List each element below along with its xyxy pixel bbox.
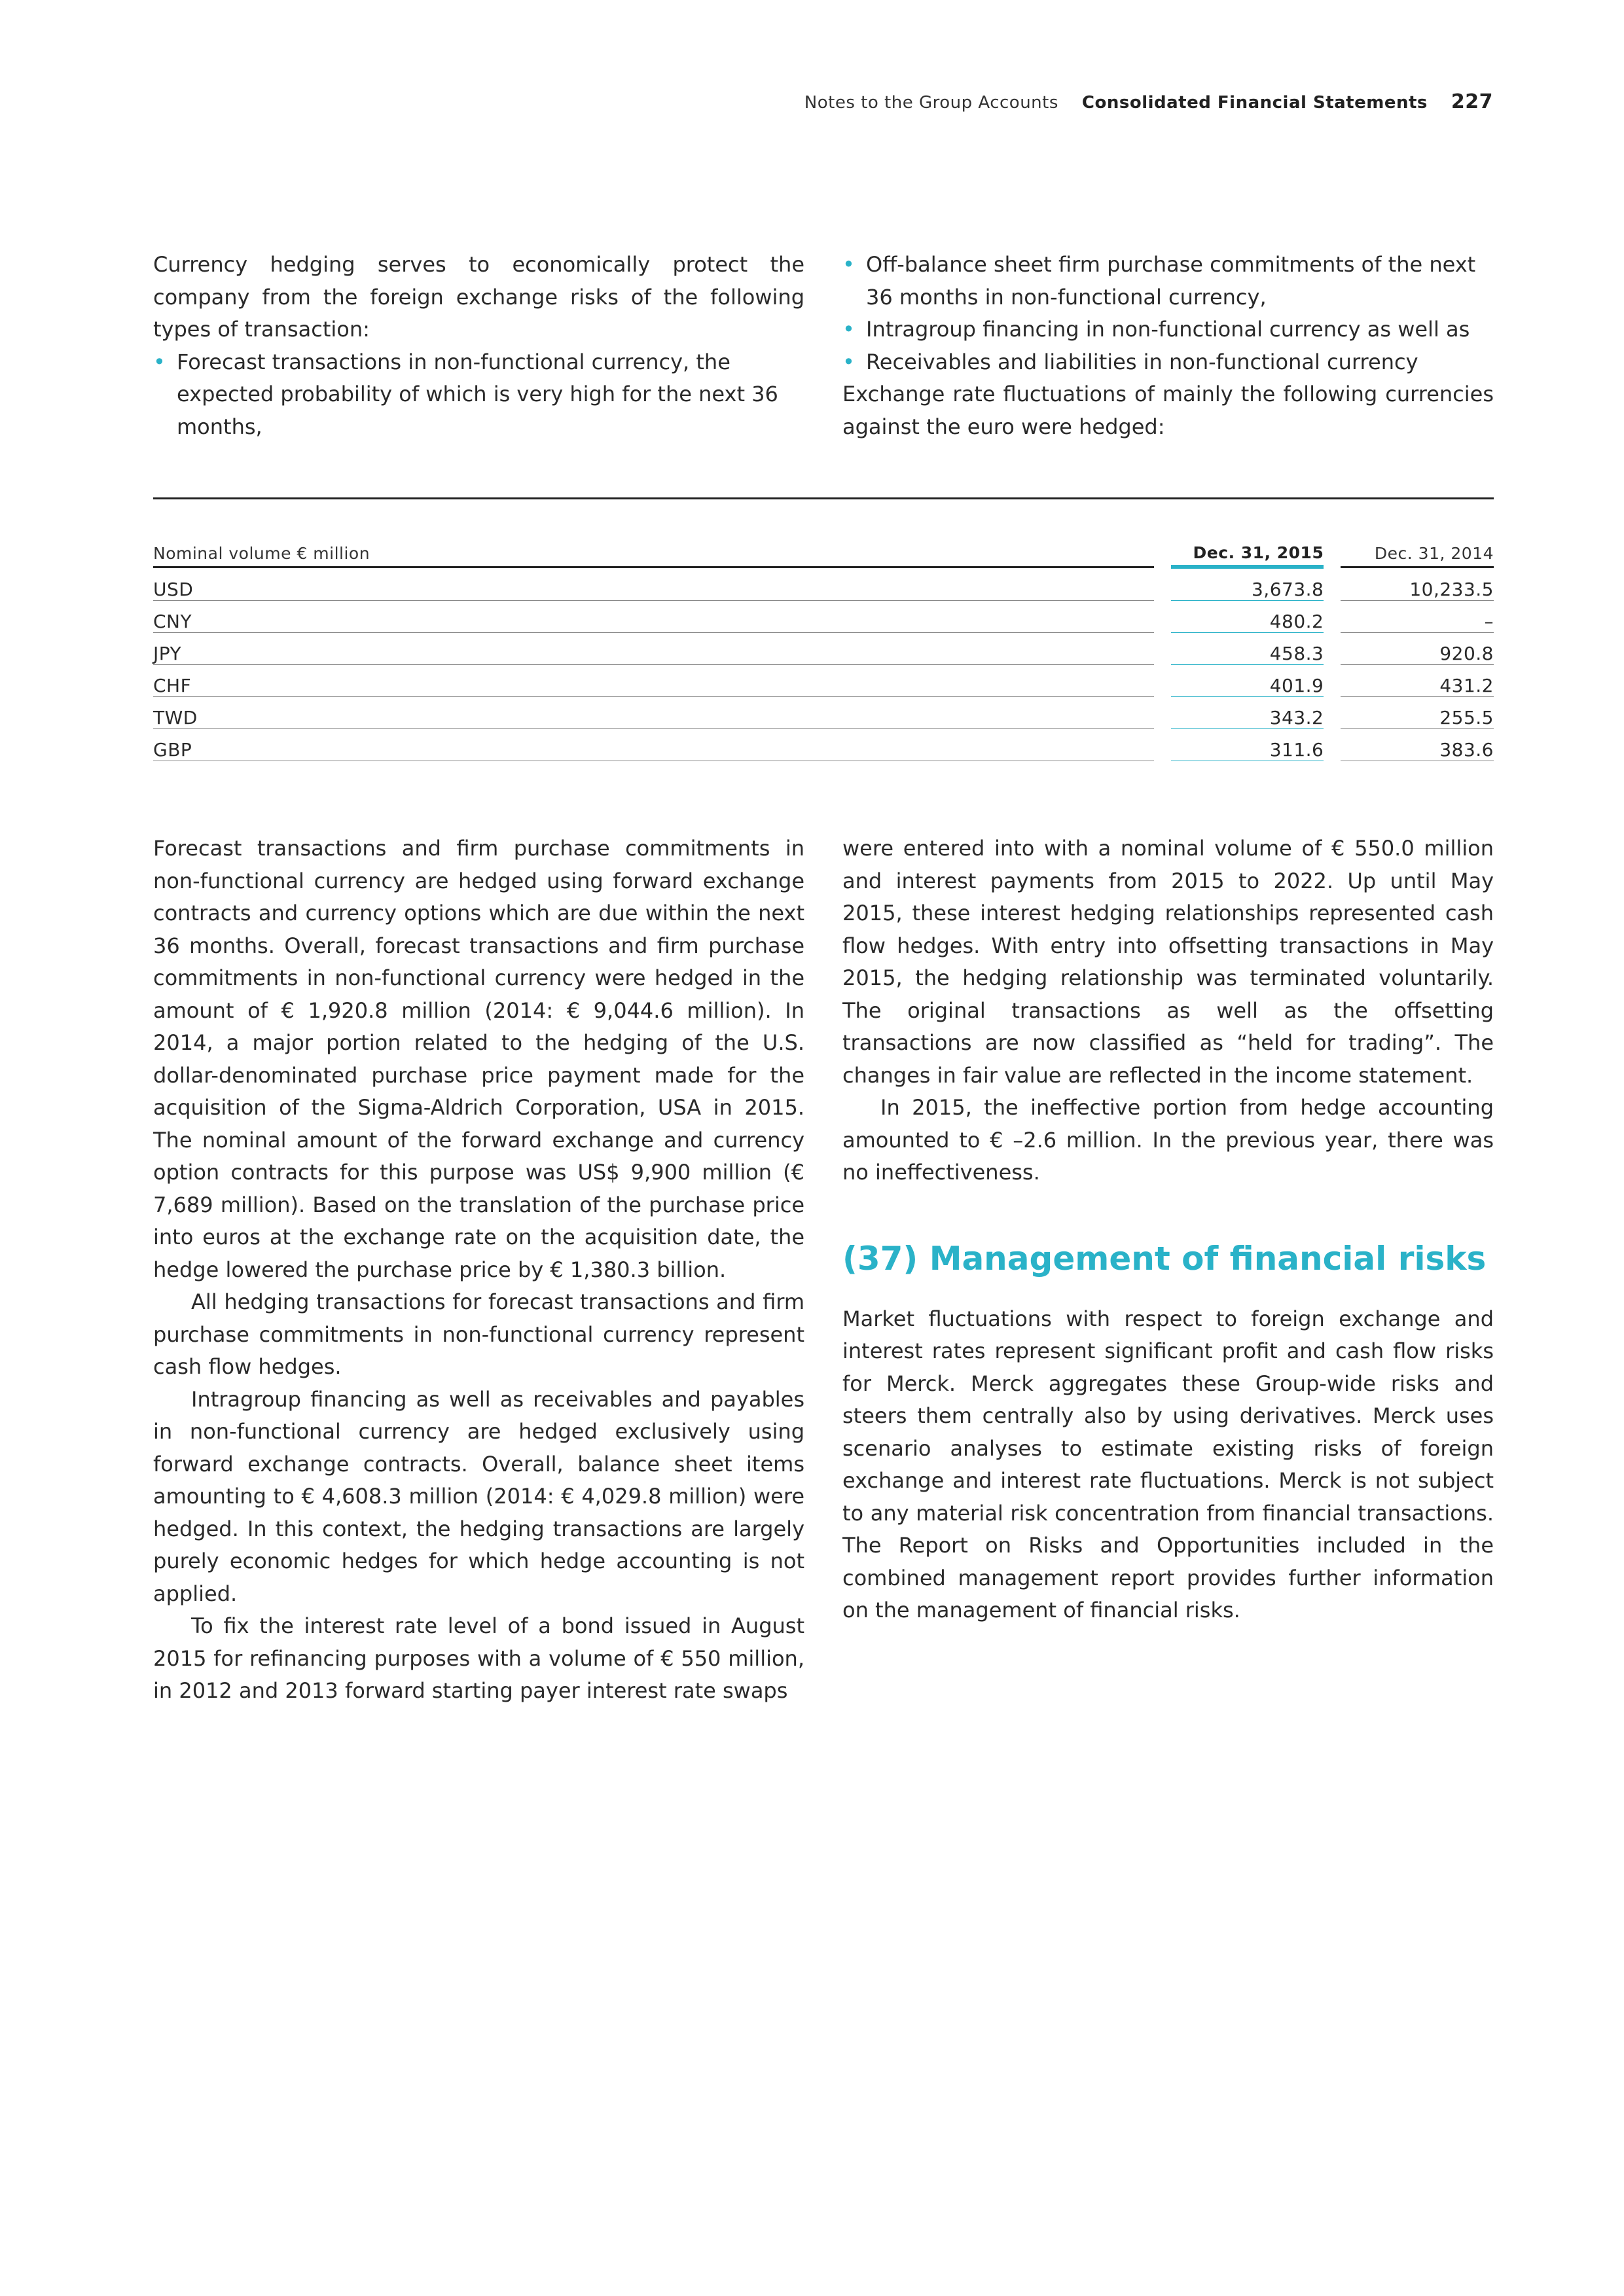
column-gap	[1324, 697, 1341, 729]
value-2015-cell: 401.9	[1171, 665, 1324, 697]
value-2015-cell: 458.3	[1171, 633, 1324, 665]
body-paragraph: were entered into with a nominal volume of € 550.0 million and interest payments from 2015 to 2022. Up until May 2015, these interest hedging relationships represented cash flow hedges. With entry into offsetting transactions in May 2015, the hedging relationship was terminated voluntarily. The original transactions as well as the offsetting transactions are now classified as “held for trading”. The changes in fair value are reflected in the income statement.	[842, 836, 1494, 1088]
value-2015-cell: 311.6	[1171, 729, 1324, 761]
column-gap	[1154, 697, 1171, 729]
table-header-row	[153, 543, 1494, 567]
value-2015-cell: 480.2	[1171, 601, 1324, 633]
section-paragraph: Market fluctuations with respect to foreign exchange and interest rates represent significant profit and cash flow risks for Merck. Merck aggregates these Group-wide risks and steers them centrally also by using derivatives. Merck uses scenario analyses to estimate existing risks of foreign exchange and interest rate fluctuations. Merck is not subject to any material risk concentration from financial transactions. The Report on Risks and Opportunities included in the combined management report provides further information on the management of financial risks.	[842, 1306, 1494, 1623]
bullet-item: • Receivables and liabilities in non-functional currency	[842, 346, 1494, 379]
table-row	[153, 697, 1494, 729]
intro-left-column	[153, 249, 804, 443]
value-2015-cell: 3,673.8	[1171, 567, 1324, 601]
column-gap	[1324, 567, 1341, 601]
intro-paragraph: Currency hedging serves to economically protect the company from the foreign exchange risks of the following types of transaction:	[153, 252, 804, 342]
header-section-title: Consolidated Financial Statements	[1081, 93, 1428, 113]
currency-cell: JPY	[153, 633, 1154, 665]
value-2015-cell: 343.2	[1171, 697, 1324, 729]
column-gap	[1154, 601, 1171, 633]
table-row	[153, 567, 1494, 601]
column-gap	[1154, 633, 1171, 665]
value-2014-cell: 383.6	[1341, 729, 1494, 761]
table-row	[153, 729, 1494, 761]
value-2014-cell: 431.2	[1341, 665, 1494, 697]
body-paragraph: All hedging transactions for forecast transactions and firm purchase commitments in non-functional currency represent cash flow hedges.	[153, 1289, 804, 1379]
intro-left-bullets	[153, 346, 804, 444]
page-number: 227	[1451, 90, 1493, 113]
body-paragraph: Forecast transactions and firm purchase commitments in non-functional currency are hedged using forward exchange contracts and currency options which are due within the next 36 months. Overall, forecast transactions and firm purchase commitments in non-functional currency were hedged in the amount of € 1,920.8 million (2014: € 9,044.6 million). In 2014, a major portion related to the hedging of the U.S. dollar-denominated purchase price payment made for the acquisition of the Sigma-Aldrich Corporation, USA in 2015. The nominal amount of the forward exchange and currency option contracts for this purpose was US$ 9,900 million (€ 7,689 million). Based on the translation of the purchase price into euros at the exchange rate on the acquisition date, the hedge lowered the purchase price by € 1,380.3 billion.	[153, 836, 804, 1282]
page-header	[804, 90, 1493, 113]
value-2014-cell: 255.5	[1341, 697, 1494, 729]
header-dec-2015: Dec. 31, 2015	[1171, 543, 1324, 567]
intro-right-bullets	[842, 249, 1494, 378]
value-2014-cell: 10,233.5	[1341, 567, 1494, 601]
column-gap	[1324, 601, 1341, 633]
value-2014-cell: 920.8	[1341, 633, 1494, 665]
body-paragraph: In 2015, the ineffective portion from hedge accounting amounted to € –2.6 million. In the previous year, there was no ineffectiveness.	[842, 1095, 1494, 1185]
table-row	[153, 601, 1494, 633]
body-paragraph: To fix the interest rate level of a bond issued in August 2015 for refinancing purposes with a volume of € 550 million, in 2012 and 2013 forward starting payer interest rate swaps	[153, 1613, 804, 1703]
bullet-item: • Off-balance sheet firm purchase commitments of the next 36 months in non-functional currency,	[842, 249, 1494, 314]
table-top-rule	[153, 497, 1494, 499]
currency-cell: CNY	[153, 601, 1154, 633]
body-right-column	[842, 833, 1494, 1627]
intro-right-paragraph: Exchange rate fluctuations of mainly the following currencies against the euro were hedged:	[842, 382, 1494, 439]
column-gap	[1324, 729, 1341, 761]
header-notes-label: Notes to the Group Accounts	[804, 93, 1058, 113]
column-gap	[1154, 729, 1171, 761]
currency-cell: USD	[153, 567, 1154, 601]
value-2014-cell: –	[1341, 601, 1494, 633]
currency-cell: TWD	[153, 697, 1154, 729]
currency-cell: CHF	[153, 665, 1154, 697]
header-dec-2014: Dec. 31, 2014	[1341, 543, 1494, 567]
bullet-item: • Intragroup financing in non-functional currency as well as	[842, 314, 1494, 346]
body-left-column	[153, 833, 804, 1708]
column-gap	[1324, 665, 1341, 697]
header-label: Nominal volume € million	[153, 543, 1154, 567]
table-row	[153, 665, 1494, 697]
column-gap	[1154, 543, 1171, 567]
bullet-item: • Forecast transactions in non-functional currency, the expected probability of which is very high for the next 36 months,	[153, 346, 804, 444]
column-gap	[1324, 633, 1341, 665]
section-heading: (37) Management of financial risks	[842, 1239, 1487, 1278]
currency-cell: GBP	[153, 729, 1154, 761]
column-gap	[1154, 665, 1171, 697]
hedged-currency-table	[153, 543, 1494, 761]
intro-right-column	[842, 249, 1494, 443]
column-gap	[1154, 567, 1171, 601]
table-row	[153, 633, 1494, 665]
body-paragraph: Intragroup financing as well as receivables and payables in non-functional currency are hedged exclusively using forward exchange contracts. Overall, balance sheet items amounting to € 4,608.3 million (2014: € 4,029.8 million) were hedged. In this context, the hedging transactions are largely purely economic hedges for which hedge accounting is not applied.	[153, 1386, 804, 1606]
column-gap	[1324, 543, 1341, 567]
